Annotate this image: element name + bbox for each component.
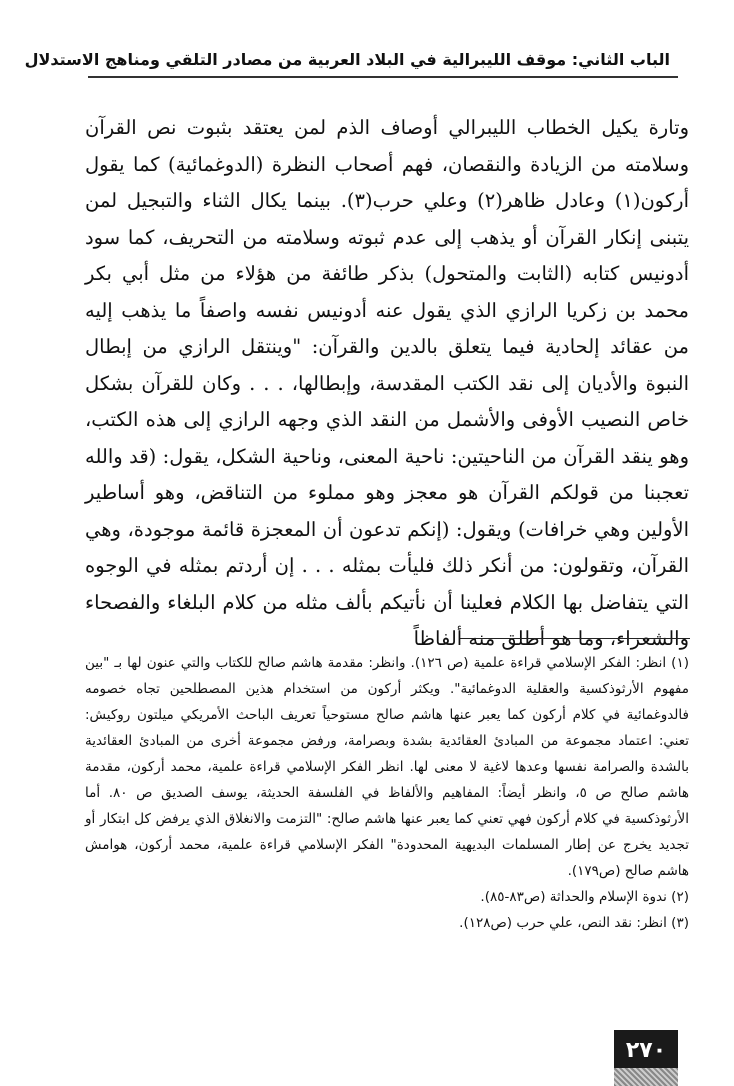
page-number-ornament <box>614 1068 678 1086</box>
footnote-divider <box>460 638 690 639</box>
body-paragraph: وتارة يكيل الخطاب الليبرالي أوصاف الذم لمن يعتقد بثبوت نص القرآن وسلامته من الزيادة والنقصان، فهم أصحاب النظرة (الدوغمائية) كما يقول أركون(١) وعادل ظاهر(٢) وعلي حرب(٣). بينما يكال الثناء والتبجيل لمن يتبنى إنكار القرآن أو يذهب إلى عدم ثبوته وسلامته من التحريف، كما سود أدونيس كتابه (الثابت والمتحول) بذكر طائفة من هؤلاء من مثل أبي بكر محمد بن زكريا الرازي الذي يقول عنه أدونيس نفسه واصفاً ما يذهب إليه من عقائد إلحادية فيما يتعلق بالدين والقرآن: "وينتقل الرازي من إبطال النبوة والأديان إلى نقد الكتب المقدسة، وإبطالها، . . . وكان للقرآن بشكل خاص النصيب الأوفى والأشمل من النقد الذي وجهه الرازي إلى هذه الكتب، وهو ينقد القرآن من الناحيتين: ناحية المعنى، وناحية الشكل، يقول: (قد والله تعجبنا من قولكم القرآن هو معجز وهو مملوء من التناقض، وهو أساطير الأولين وهي خرافات) ويقول: (إنكم تدعون أن المعجزة قائمة موجودة، وهي القرآن، وتقولون: من أنكر ذلك فليأت بمثله . . . إن أردتم بمثله في الوجوه التي يتفاضل بها الكلام فعلينا أن نأتيكم بألف مثله من كلام البلغاء والفصحاء والشعراء، وما هو أطلق منه ألفاظاً <box>85 116 689 650</box>
main-text <box>85 110 689 658</box>
footnote-3: (٣) انظر: نقد النص، علي حرب (ص١٢٨). <box>459 915 689 931</box>
header-title: الباب الثاني: موقف الليبرالية في البلاد العربية من مصادر التلقي ومناهج الاستدلال <box>24 49 670 69</box>
running-header <box>24 42 678 78</box>
footnotes <box>85 650 689 936</box>
page-number: ٢٧٠ <box>614 1030 678 1070</box>
footnote-1: (١) انظر: الفكر الإسلامي قراءة علمية (ص ١٢٦). وانظر: مقدمة هاشم صالح للكتاب والتي عنون لها بـ "بين مفهوم الأرثوذكسية والعقلية الدوغمائية". ويكثر أركون من استخدام هذين المصطلحين تجاه خصومه فالدوغمائية في كلام أركون كما يعبر عنها هاشم صالح مستوحياً تعريف الباحث الأمريكي ميلتون روكيش: تعني: اعتماد مجموعة من المبادئ العقائدية بشدة وبصرامة، ورفض مجموعة أخرى من المبادئ العقائدية بالشدة والصرامة نفسها وعدها لاغية لا معنى لها. انظر الفكر الإسلامي قراءة علمية، محمد أركون، مقدمة هاشم صالح ص ٥، وانظر أيضاً: المفاهيم والألفاظ في الفلسفة الحديثة، يوسف الصديق ص ٨٠. أما الأرثوذكسية في كلام أركون فهي تعني كما يعبر عنها هاشم صالح: "التزمت والانغلاق الذي يرفض كل ابتكار أو تجديد يخرج عن إطار المسلمات البديهية المحدودة" الفكر الإسلامي قراءة علمية، محمد أركون، هوامش هاشم صالح (ص١٧٩). <box>85 655 689 879</box>
footnote-2: (٢) ندوة الإسلام والحداثة (ص٨٣-٨٥). <box>480 889 689 905</box>
